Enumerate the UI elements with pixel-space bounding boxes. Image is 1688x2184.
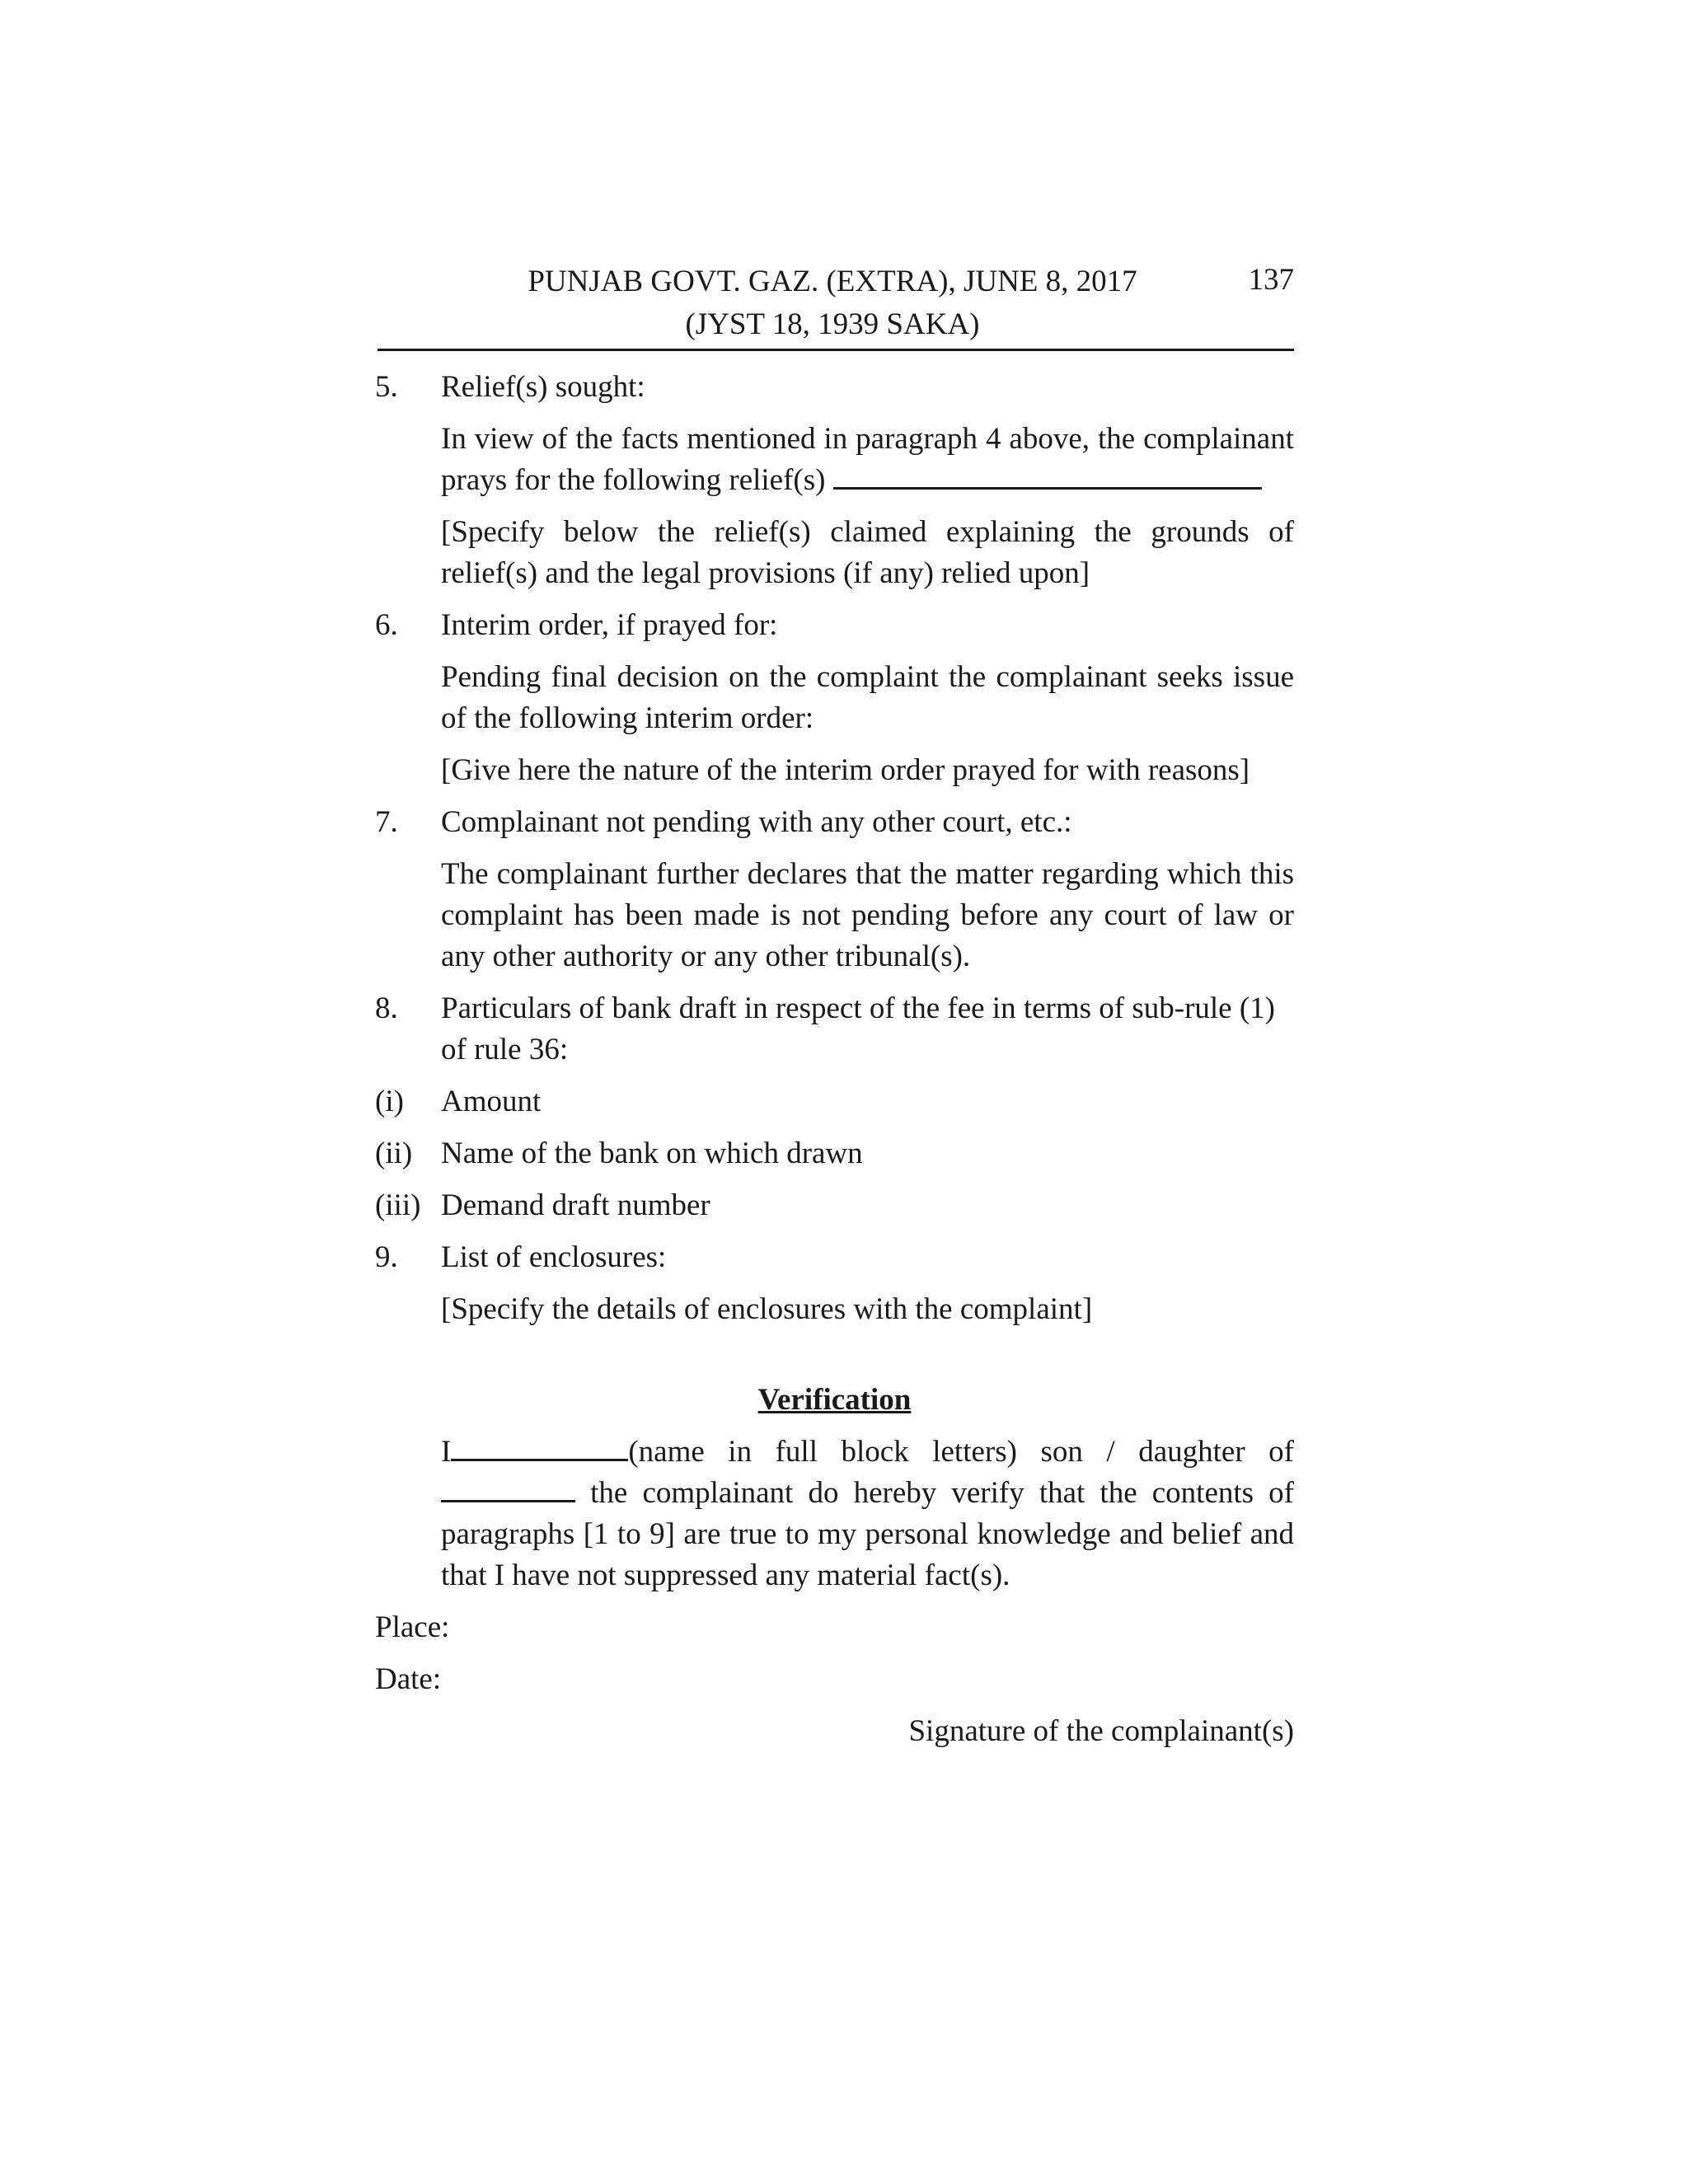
- verification-prefix: I: [441, 1435, 452, 1469]
- relief-blank-line: [833, 461, 1262, 490]
- interim-instruction: [Give here the nature of the interim order prayed for with reasons]: [441, 753, 1250, 787]
- verification-paragraph: [441, 1432, 1294, 1596]
- item-number: 7.: [375, 805, 398, 839]
- enclosures-instruction: [Specify the details of enclosures with the complaint]: [441, 1292, 1093, 1326]
- relief-instruction: [Specify below the relief(s) claimed explaining the grounds of relief(s) and the legal provisions (if any) relied upon]: [441, 515, 1294, 590]
- document-body: [375, 356, 1294, 1752]
- item-8: [375, 988, 1294, 1071]
- item-6: [375, 605, 1294, 646]
- gazette-header-title: PUNJAB GOVT. GAZ. (EXTRA), JUNE 8, 2017: [528, 265, 1137, 298]
- relief-paragraph: [441, 419, 1294, 501]
- interim-paragraph: Pending final decision on the complaint the complainant seeks issue of the following interim order:: [441, 660, 1294, 735]
- sub-item-bank-name: [375, 1133, 1294, 1174]
- item-heading: Relief(s) sought:: [441, 370, 645, 404]
- relief-text: In view of the facts mentioned in paragraph 4 above, the complainant prays for the following relief(s): [441, 422, 1294, 497]
- sub-item-draft-number: [375, 1185, 1294, 1226]
- item-number: 9.: [375, 1240, 398, 1274]
- verification-body: the complainant do hereby verify that the contents of paragraphs [1 to 9] are true to my personal knowledge and belief and that I have not suppressed any material fact(s).: [441, 1476, 1294, 1592]
- sub-item-text: Name of the bank on which drawn: [441, 1137, 863, 1170]
- item-heading: Complainant not pending with any other court, etc.:: [441, 805, 1072, 839]
- place-label: Place:: [375, 1610, 450, 1644]
- parent-name-blank-line: [441, 1474, 575, 1502]
- sub-item-text: Amount: [441, 1085, 542, 1118]
- header-divider: [377, 349, 1294, 351]
- item-heading: List of enclosures:: [441, 1240, 667, 1274]
- page-number: 137: [1248, 263, 1294, 297]
- item-7: [375, 802, 1294, 843]
- sub-item-text: Demand draft number: [441, 1188, 710, 1222]
- item-heading: Particulars of bank draft in respect of the fee in terms of sub-rule (1) of rule 36:: [441, 991, 1275, 1066]
- verification-middle: (name in full block letters) son / daughter of: [628, 1435, 1294, 1469]
- signature-label: Signature of the complainant(s): [908, 1714, 1294, 1748]
- item-5: [375, 367, 1294, 408]
- sub-item-number: (i): [375, 1085, 404, 1118]
- verification-heading: Verification: [757, 1383, 912, 1417]
- name-blank-line: [451, 1432, 628, 1461]
- item-number: 5.: [375, 370, 398, 404]
- gazette-header-subtitle: (JYST 18, 1939 SAKA): [685, 307, 980, 341]
- item-heading: Interim order, if prayed for:: [441, 608, 778, 642]
- item-number: 6.: [375, 608, 398, 642]
- date-label: Date:: [375, 1662, 442, 1696]
- sub-item-amount: [375, 1081, 1294, 1122]
- declaration-paragraph: The complainant further declares that the matter regarding which this complaint has been made is not pending before any court of law or any other authority or any other tribunal(s).: [441, 857, 1294, 973]
- item-9: [375, 1237, 1294, 1278]
- sub-item-number: (ii): [375, 1137, 413, 1170]
- item-number: 8.: [375, 991, 398, 1025]
- sub-item-number: (iii): [375, 1188, 421, 1222]
